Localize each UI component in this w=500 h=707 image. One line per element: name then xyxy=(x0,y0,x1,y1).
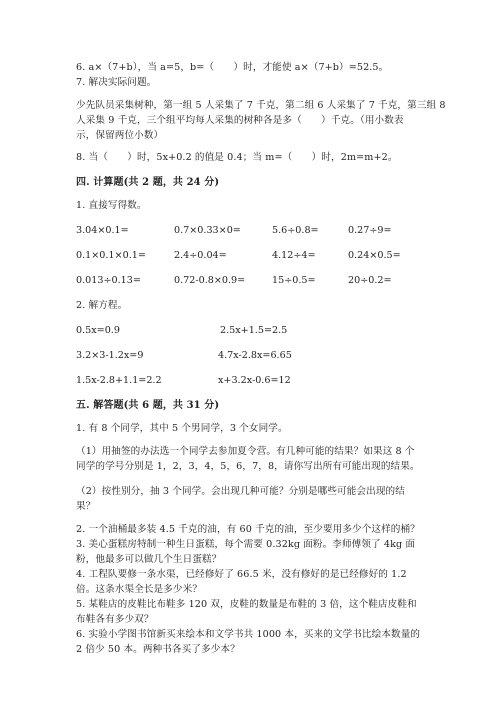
calc-item: 0.27÷9= xyxy=(348,225,392,236)
calc-item: 15÷0.5= xyxy=(272,275,316,286)
tree-seed-problem-line-3: 示，保留两位小数） xyxy=(76,130,164,141)
calc-item: 0.1×0.1×0.1= xyxy=(76,250,146,261)
section-4-question-2: 2. 解方程。 xyxy=(76,300,128,311)
section-5-question-4-line-1: 4. 工程队要修一条水渠，已经修好了 66.5 米，没有修好的是已经修好的 1.2 xyxy=(76,569,407,580)
section-5-question-5-line-1: 5. 某鞋店的皮鞋比布鞋多 120 双，皮鞋的数量是布鞋的 3 倍，这个鞋店皮鞋和 xyxy=(76,599,417,610)
section-5-question-6-line-1: 6. 实验小学图书馆新买来绘本和文学书共 1000 本，买来的文学书比绘本数量的 xyxy=(76,629,421,640)
section-5-question-5-line-2: 布鞋各有多少双？ xyxy=(76,614,154,625)
section-5-question-3-line-1: 3. 美心蛋糕房特制一种生日蛋糕，每个需要 0.32kg 面粉。李师傅领了 4kg 面 xyxy=(76,539,416,550)
section-4-title: 四. 计算题(共 2 题，共 24 分) xyxy=(76,177,220,188)
section-5-q1-part2-line-1: （2）按性别分，抽 3 个同学。会出现几种可能？分别是哪些可能会出现的结 xyxy=(76,486,405,497)
tree-seed-problem-line-1: 少先队员采集树种，第一组 5 人采集了 7 千克，第二组 6 人采集了 7 千克，第三组 8 xyxy=(76,100,446,111)
tree-seed-problem-line-2: 人采集 9 千克，三个组平均每人采集的树种各是多（ ）千克。（用小数表 xyxy=(76,115,404,126)
section-5-question-2: 2. 一个油桶最多装 4.5 千克的油，有 60 千克的油，至少要用多少个这样的桶？ xyxy=(76,524,420,535)
section-5-title: 五. 解答题(共 6 题，共 31 分) xyxy=(76,400,220,411)
equation-item: 4.7x-2.8x=6.65 xyxy=(218,350,292,361)
calc-item: 0.72-0.8×0.9= xyxy=(174,275,246,286)
calc-item: 0.7×0.33×0= xyxy=(174,225,241,236)
equation-item: x+3.2x-0.6=12 xyxy=(218,375,291,386)
calc-item: 4.12÷4= xyxy=(272,250,316,261)
section-5-q1-part1-line-2: 同学的学号分别是 1，2，3，4，5，6，7，8，请你写出所有可能出现的结果。 xyxy=(76,461,420,472)
calc-item: 2.4÷0.04= xyxy=(174,250,227,261)
section-5-question-6-line-2: 2 倍少 50 本。两种书各买了多少本？ xyxy=(76,644,240,655)
equation-item: 1.5x-2.8+1.1=2.2 xyxy=(76,375,162,386)
section-5-q1-part1-line-1: （1）用抽签的办法选一个同学去参加夏令营。有几种可能的结果？如果这 8 个 xyxy=(76,446,415,457)
question-6: 6. a×（7+b），当 a=5，b=（ ）时，才能使 a×（7+b）=52.5。 xyxy=(76,62,389,73)
equation-item: 3.2×3-1.2x=9 xyxy=(76,350,144,361)
calc-item: 0.24×0.5= xyxy=(348,250,401,261)
question-8: 8. 当（ ）时，5x+0.2 的值是 0.4；当 m=（ ）时，2m=m+2。 xyxy=(76,152,398,163)
calc-item: 0.013÷0.13= xyxy=(76,275,141,286)
calc-item: 5.6÷0.8= xyxy=(272,225,319,236)
question-7: 7. 解决实际问题。 xyxy=(76,77,157,88)
section-5-question-3-line-2: 粉，他最多可以做几个生日蛋糕？ xyxy=(76,554,222,565)
calc-item: 3.04×0.1= xyxy=(76,225,129,236)
equation-item: 2.5x+1.5=2.5 xyxy=(220,325,288,336)
section-4-question-1: 1. 直接写得数。 xyxy=(76,200,147,211)
section-5-question-1: 1. 有 8 个同学，其中 5 个男同学，3 个女同学。 xyxy=(76,423,288,434)
equation-item: 0.5x=0.9 xyxy=(76,325,120,336)
section-5-question-4-line-2: 倍。这条水渠全长是多少米？ xyxy=(76,584,203,595)
section-5-q1-part2-line-2: 果？ xyxy=(76,501,96,512)
calc-item: 20÷0.2= xyxy=(348,275,392,286)
